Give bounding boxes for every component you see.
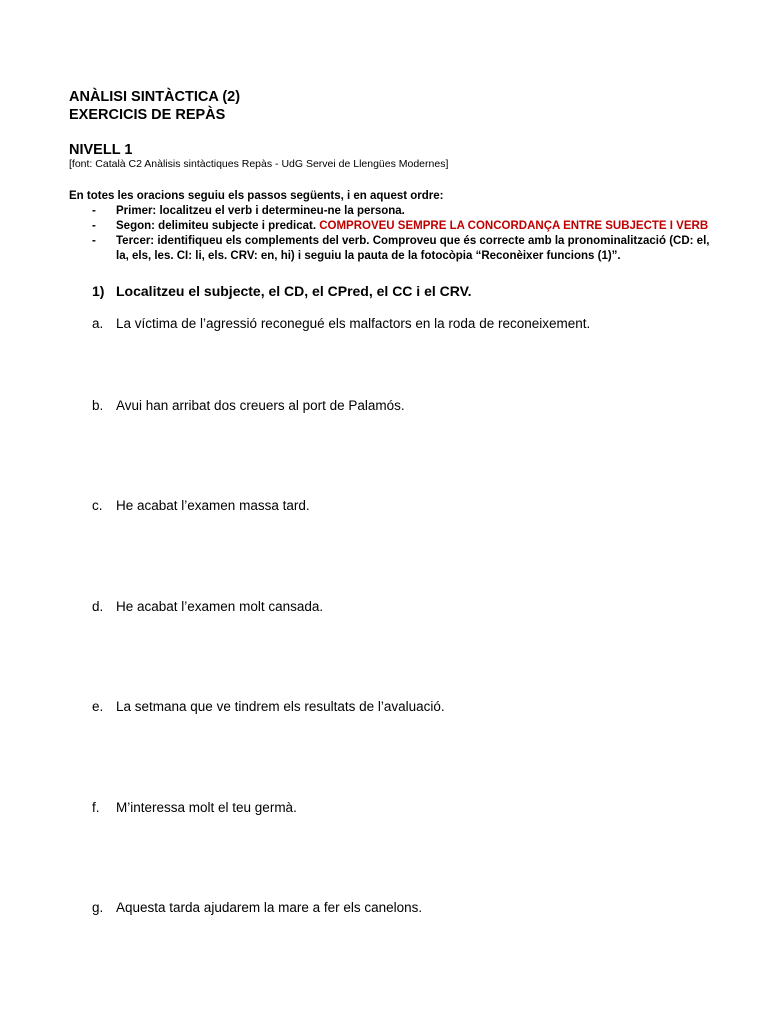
step-2-text: Segon: delimiteu subjecte i predicat. [116, 220, 317, 232]
exercise-letter: f. [92, 800, 100, 815]
exercise-sentence: Avui han arribat dos creuers al port de Palamós. [116, 398, 405, 413]
exercise-sentence: He acabat l’examen massa tard. [116, 498, 310, 513]
exercise-letter: c. [92, 498, 103, 513]
instructions-intro: En totes les oracions seguiu els passos següents, i en aquest ordre: [69, 190, 444, 202]
exercise-letter: d. [92, 599, 104, 614]
document-subtitle: EXERCICIS DE REPÀS [69, 107, 226, 123]
source-note: [font: Català C2 Anàlisis sintàctiques Repàs - UdG Servei de Llengües Modernes] [69, 158, 449, 170]
step-1: Primer: localitzeu el verb i determineu-ne la persona. [116, 205, 405, 217]
exercise-sentence: M’interessa molt el teu germà. [116, 800, 297, 815]
step-3-line-2: la, els, les. CI: li, els. CRV: en, hi) i seguiu la pauta de la fotocòpia “Reconèixer funcions (1)”. [116, 250, 621, 262]
exercise-letter: g. [92, 900, 104, 915]
section-number: 1) [92, 283, 105, 299]
exercise-letter: a. [92, 316, 104, 331]
step-2-warning: COMPROVEU SEMPRE LA CONCORDANÇA ENTRE SUBJECTE I VERB [319, 220, 709, 232]
exercise-sentence: La setmana que ve tindrem els resultats de l’avaluació. [116, 699, 445, 714]
section-heading: Localitzeu el subjecte, el CD, el CPred, el CC i el CRV. [116, 283, 472, 299]
exercise-letter: b. [92, 398, 104, 413]
exercise-letter: e. [92, 699, 104, 714]
bullet-dash: - [92, 205, 96, 217]
exercise-sentence: Aquesta tarda ajudarem la mare a fer els canelons. [116, 900, 423, 915]
step-3-line-1: Tercer: identifiqueu els complements del verb. Comproveu que és correcte amb la pronominalització (CD: el, [116, 235, 710, 247]
bullet-dash: - [92, 235, 96, 247]
step-2 [116, 219, 708, 234]
exercise-sentence: La víctima de l’agressió reconegué els malfactors en la roda de reconeixement. [116, 316, 591, 331]
level-label: NIVELL 1 [69, 142, 133, 158]
document-title: ANÀLISI SINTÀCTICA (2) [69, 89, 241, 105]
bullet-dash: - [92, 220, 96, 232]
exercise-sentence: He acabat l’examen molt cansada. [116, 599, 324, 614]
